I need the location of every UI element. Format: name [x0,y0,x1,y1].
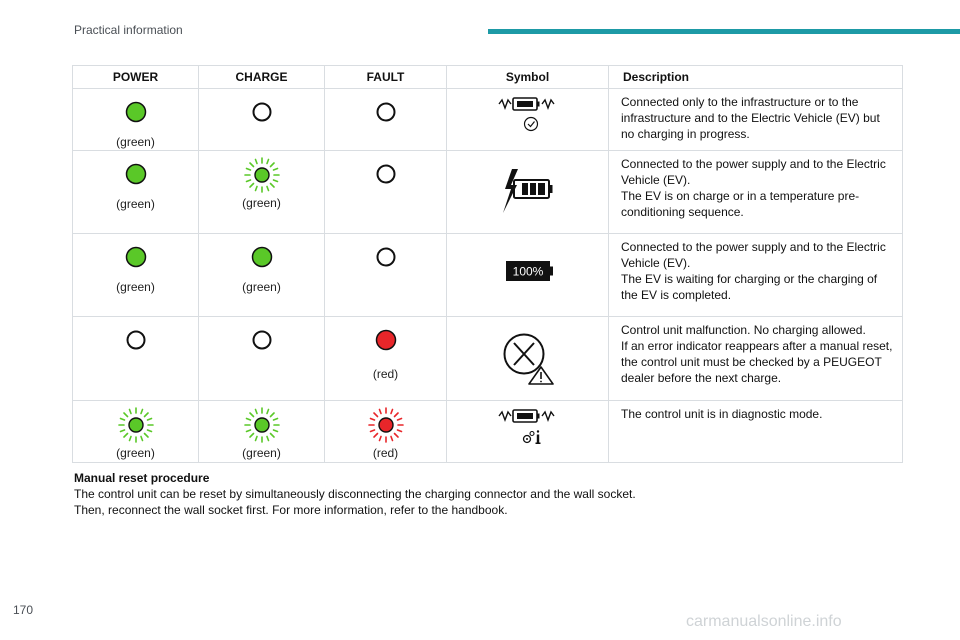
fault-led-off-icon [375,163,397,185]
charge-led-off-icon [251,329,273,351]
charge-led-off-icon [251,101,273,123]
row-description: Connected to the power supply and to the Electric Vehicle (EV). The EV is waiting for charging or the charging of the EV is completed. [621,240,886,302]
watermark: carmanualsonline.info [686,613,842,630]
led-color-label: (green) [242,196,281,210]
led-color-label: (green) [242,280,281,294]
battery-connected-check-icon [498,97,558,137]
column-header-power: POWER [73,66,199,89]
fault-led-flashing-red-icon [366,405,406,445]
led-status-table [72,65,903,463]
table-row [73,234,903,317]
row-description: Connected only to the infrastructure or to the infrastructure and to the Electric Vehicle (EV) but no charging in progress. [621,95,880,141]
manual-reset-section [74,470,636,518]
led-color-label: (red) [372,367,399,381]
led-color-label: (green) [116,135,155,149]
column-header-symbol: Symbol [447,66,609,89]
row-description: Connected to the power supply and to the Electric Vehicle (EV). The EV is on charge or in a temperature pre- conditioning sequence. [621,157,886,219]
led-color-label: (green) [116,280,155,294]
table-row [73,151,903,234]
battery-full-100-icon [498,260,558,282]
power-led-off-icon [125,329,147,351]
charge-led-green-icon [251,246,273,268]
battery-diagnostic-icon [498,409,558,449]
charge-led-flashing-green-icon [242,405,282,445]
column-header-fault: FAULT [325,66,447,89]
fault-led-off-icon [375,246,397,268]
led-color-label: (green) [116,197,155,211]
power-led-flashing-green-icon [116,405,156,445]
fault-led-off-icon [375,101,397,123]
table-row [73,89,903,151]
led-color-label: (red) [372,446,399,460]
header-accent-bar [488,29,960,34]
table-row [73,317,903,401]
fault-led-red-icon [375,329,397,351]
power-led-green-icon [125,163,147,185]
table-header-row [73,66,903,89]
row-description: The control unit is in diagnostic mode. [621,407,823,421]
svg-text:100%: 100% [512,264,543,279]
reset-text-line: Then, reconnect the wall socket first. For more information, refer to the handbook. [74,503,508,517]
power-led-green-icon [125,101,147,123]
section-title: Practical information [74,23,183,37]
column-header-description: Description [609,66,903,89]
reset-heading: Manual reset procedure [74,471,210,485]
fault-cross-warning-icon [498,329,558,387]
charge-led-flashing-green-icon [242,155,282,195]
table-row [73,401,903,463]
reset-text-line: The control unit can be reset by simultaneously disconnecting the charging connector and the wall socket. [74,487,636,501]
power-led-green-icon [125,246,147,268]
led-color-label: (green) [116,446,155,460]
page-number: 170 [13,603,34,617]
battery-charging-icon [498,167,558,217]
column-header-charge: CHARGE [199,66,325,89]
row-description: Control unit malfunction. No charging allowed. If an error indicator reappears after a manual reset, the control unit must be checked by a PEUGEOT dealer before the next charge. [621,323,893,385]
led-color-label: (green) [242,446,281,460]
